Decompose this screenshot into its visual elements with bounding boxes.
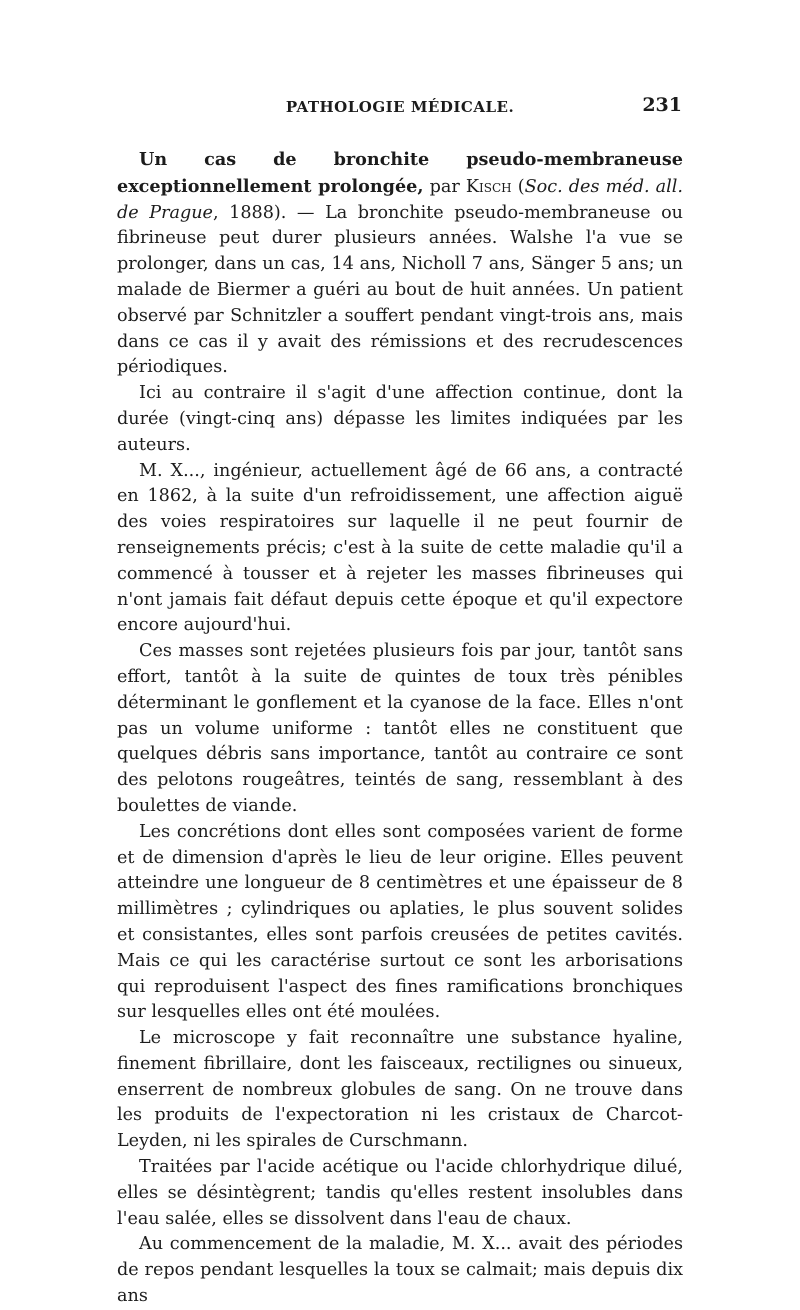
article-body bbox=[117, 147, 683, 1310]
article-title: Un cas de bronchite pseudo-membraneuse exceptionnellement prolongée, bbox=[117, 149, 683, 197]
running-header bbox=[118, 94, 682, 120]
paragraph-4: Ces masses sont rejetées plusieurs fois par jour, tantôt sans effort, tantôt à la suite de quintes de toux très pénibles déterminant le gonflement et la cyanose de la face. Elles n'ont pas un volume uniforme : tantôt elles ne constituent que quelques débris sans importance, tantôt au contraire ce sont des pelotons rougeâtres, teintés de sang, ressemblant à des boulettes de viande. bbox=[117, 641, 683, 816]
journal-name: Soc. des méd. all. de Prague bbox=[117, 176, 683, 223]
paragraph-1 bbox=[117, 147, 683, 381]
source-year: , 1888). — bbox=[212, 202, 326, 223]
paragraph-3: M. X..., ingénieur, actuellement âgé de 66 ans, a contracté en 1862, à la suite d'un refroidissement, une affection aiguë des voies respiratoires sur laquelle il ne peut fournir de renseignements précis; c'est à la suite de cette maladie qu'il a commencé à tousser et à rejeter les masses fibrineuses qui n'ont jamais fait défaut depuis cette époque et qu'il expectore encore aujourd'hui. bbox=[117, 460, 683, 636]
paragraph-6: Le microscope y fait reconnaître une substance hyaline, finement fibrillaire, dont les faisceaux, rectilignes ou sinueux, enserrent de nombreux globules de sang. On ne trouve dans les produits de l'expectoration ni les cristaux de Charcot-Leyden, ni les spirales de Curschmann. bbox=[117, 1028, 683, 1152]
running-title: PATHOLOGIE MÉDICALE. bbox=[285, 98, 515, 116]
source-open: ( bbox=[511, 176, 525, 197]
paragraph-5: Les concrétions dont elles sont composées varient de forme et de dimension d'après le lieu de leur origine. Elles peuvent atteindre une longueur de 8 centimètres et une épaisseur de 8 millimètres ; cylindriques ou aplaties, le plus souvent solides et consistantes, elles sont parfois creusées de petites cavités. Mais ce qui les caractérise surtout ce sont les arborisations qui reproduisent l'aspect des fines ramifications bronchiques sur lesquelles elles ont été moulées. bbox=[117, 821, 683, 1023]
page-number: 231 bbox=[642, 94, 682, 116]
paragraph-7: Traitées par l'acide acétique ou l'acide chlorhydrique dilué, elles se désintègrent; tandis qu'elles restent insolubles dans l'eau salée, elles se dissolvent dans l'eau de chaux. bbox=[117, 1157, 683, 1229]
author-name: Kisch bbox=[465, 176, 512, 197]
author-prefix: par bbox=[423, 176, 466, 197]
paragraph-8: Au commencement de la maladie, M. X... avait des périodes de repos pendant lesquelles la toux se calmait; mais depuis dix ans bbox=[117, 1234, 683, 1307]
paragraph-1-text: La bronchite pseudo-membraneuse ou fibrineuse peut durer plusieurs années. Walshe l'a vue se prolonger, dans un cas, 14 ans, Nicholl 7 ans, Sänger 5 ans; un malade de Biermer a guéri au bout de huit années. Un patient observé par Schnitzler a souffert pendant vingt-trois ans, mais dans ce cas il y avait des rémissions et des recrudescences périodiques. bbox=[117, 202, 683, 378]
paragraph-2: Ici au contraire il s'agit d'une affection continue, dont la durée (vingt-cinq ans) dépasse les limites indiquées par les auteurs. bbox=[117, 383, 683, 455]
